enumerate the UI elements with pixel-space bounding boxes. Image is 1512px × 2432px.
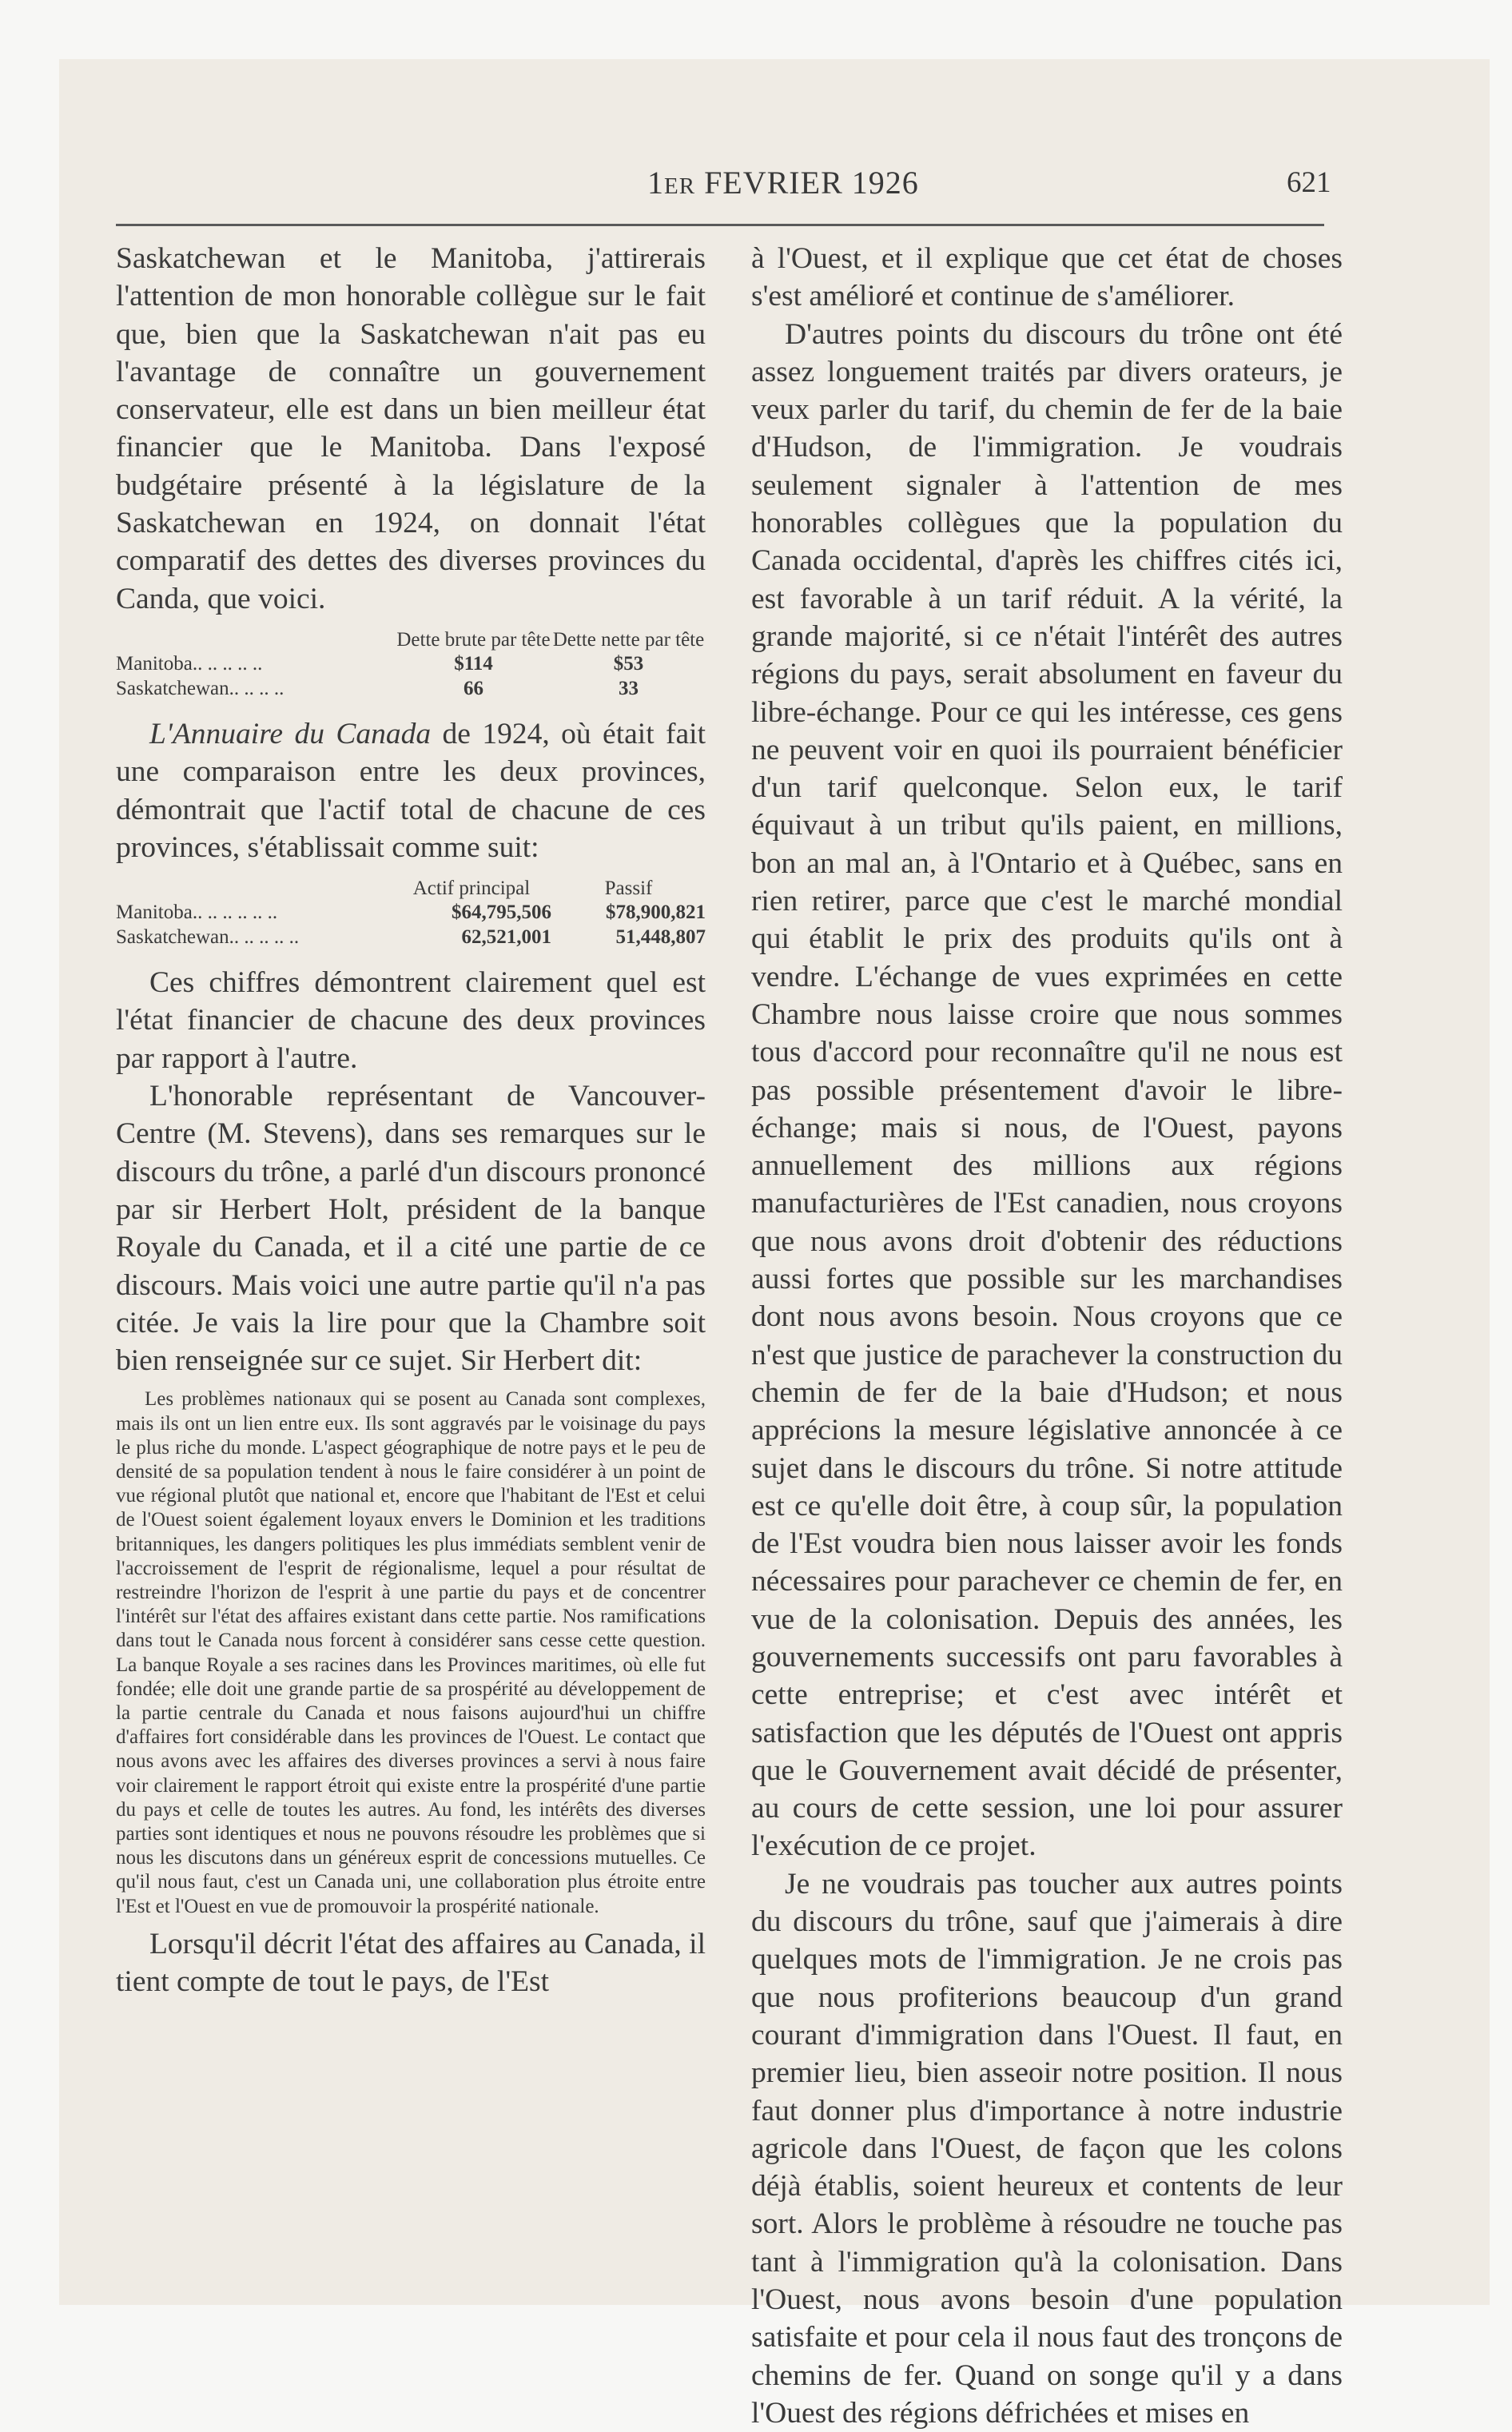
table-cell-province: Saskatchewan.. .. .. ..: [116, 677, 284, 699]
left-paragraph-1: Saskatchewan et le Manitoba, j'attirerais l'attention de mon honorable collègue sur le fait que, bien que la Saskatchewan n'ait pas eu l'avantage de connaître un gouvernement conservateur, elle est dans un bien meilleur état financier que le Manitoba. Dans l'exposé budgétaire présenté à la législature de la Saskatchewan en 1924, on donnait l'état comparatif des dettes des diverses provinces du Canda, que voici.: [116, 242, 706, 615]
table-header-row: [116, 629, 706, 651]
header-rule: [116, 224, 1324, 226]
date-day-suffix: ER: [664, 173, 696, 199]
left-paragraph-2: [116, 715, 706, 866]
page-header-date: [647, 164, 983, 201]
table-header-cell: [116, 629, 396, 651]
left-paragraph-5: Lorsqu'il décrit l'état des affaires au Canada, il tient compte de tout le pays, de l'Est: [116, 1927, 706, 1999]
table-cell-value: $78,900,821: [606, 902, 706, 924]
left-paragraph-3: Ces chiffres démontrent clairement quel est l'état financier de chacune des deux provinces par rapport à l'autre.: [116, 966, 706, 1075]
table-header-cell: Dette brute par tête: [396, 628, 551, 651]
table-cell-value: $114: [454, 652, 493, 675]
right-paragraph-3: Je ne voudrais pas toucher aux autres points du discours du trône, sauf que j'aimerais à dire quelques mots de l'immigration. Je ne crois pas que nous profiterions beaucoup d'un grand courant d'immigration dans l'Ouest. Il faut, en premier lieu, bien asseoir notre position. Il nous faut donner plus d'importance à notre industrie agricole dans l'Ouest, de façon que les colons déjà établis, soient heureux et contents de leur sort. Alors le problème à résoudre ne touche pas tant à l'immigration qu'à la colonisation. Dans l'Ouest, nous avons besoin d'une population satisfaite et pour cela il nous faut des tronçons de chemins de fer. Quand on songe qu'il y a dans l'Ouest des régions défrichées et mises en: [751, 1867, 1343, 2430]
table-header-cell: Passif: [604, 878, 653, 900]
table-cell-province: Manitoba.. .. .. .. ..: [116, 652, 263, 675]
table-row: [116, 925, 706, 949]
table-cell-value: $64,795,506: [452, 902, 551, 924]
table-row: [116, 900, 706, 925]
table-cell-province: Saskatchewan.. .. .. .. ..: [116, 926, 300, 949]
quoted-speech: Les problèmes nationaux qui se posent au Canada sont complexes, mais ils ont un lien entre eux. Ils sont aggravés par le voisinage du pays le plus riche du monde. L'aspect géographique de notre pays et le peu de densité de sa population tendent à nous le faire considérer à un point de vue régional plutôt que national et, encore que l'habitant de l'Est et celui de l'Ouest soient également loyaux envers le Dominion et les traditions britanniques, les dangers politiques les plus immédiats semblent venir de l'accroissement de l'esprit de régionalisme, lequel a pour résultat de restreindre l'horizon de l'esprit à une partie du pays et de concentrer l'intérêt sur l'état des affaires existant dans cette partie. Nos ramifications dans tout le Canada nous forcent à considérer sans cesse cette question. La banque Royale a ses racines dans les Provinces maritimes, où elle fut fondée; elle doit une grande partie de sa prospérité au développement de la partie centrale du Canada et nous faisons aujourd'hui un chiffre d'affaires fort considérable dans les provinces de l'Ouest. Le contact que nous avons avec les affaires des diverses provinces a servi à nous faire voir clairement le rapport étroit qui existe entre la prospérité d'une partie du pays et celle de toutes les autres. Au fond, les intérêts des diverses parties sont identiques et nous ne pouvons résoudre les problèmes que si nous les discutons dans un généreux esprit de concessions mutuelles. Ce qu'il nous faut, c'est un Canada uni, une collaboration plus étroite entre l'Est et l'Ouest en vue de promouvoir la prospérité nationale.: [116, 1388, 706, 1917]
date-day: 1: [647, 165, 664, 201]
left-paragraph-2-text: de 1924, où était fait une comparaison entre les deux provinces, démontrait que l'actif total de chacune de ces provinces, s'établissait comme suit:: [116, 717, 706, 864]
table-cell-value: 51,448,807: [615, 926, 706, 949]
table-cell-value: 33: [619, 677, 639, 699]
table-cell-value: 62,521,001: [461, 926, 551, 949]
publication-title: L'Annuaire du Canada: [149, 717, 432, 750]
table-cell-province: Manitoba.. .. .. .. .. ..: [116, 902, 278, 924]
right-paragraph-1: à l'Ouest, et il explique que cet état de choses s'est amélioré et continue de s'améliorer.: [751, 242, 1343, 313]
page-number: 621: [1287, 166, 1331, 199]
left-paragraph-4: L'honorable représentant de Vancouver-Centre (M. Stevens), dans ses remarques sur le discours du trône, a parlé d'un discours prononcé par sir Herbert Holt, président de la banque Royale du Canada, et il a cité une partie de ce discours. Mais voici une autre partie qu'il n'a pas citée. Je vais la lire pour que la Chambre soit bien renseignée sur ce sujet. Sir Herbert dit:: [116, 1080, 706, 1378]
table-cell-value: 66: [464, 677, 483, 699]
table-header-cell: Actif principal: [412, 878, 531, 900]
assets-liabilities-table: [116, 878, 706, 949]
right-column: [751, 240, 1343, 2432]
right-paragraph-2: D'autres points du discours du trône ont été assez longuement traités par divers orateurs, je veux parler du tarif, du chemin de fer de la baie d'Hudson, de l'immigration. Je voudrais seulement signaler à l'attention de mes honorables collègues que la population du Canada occidental, d'après les chiffres cités ici, est favorable à un tarif réduit. A la vérité, la grande majorité, si ce n'était l'intérêt des autres régions du pays, serait absolument en faveur du libre-échange. Pour ce qui les intéresse, ces gens ne peuvent voir en quoi ils pourraient bénéficier d'un tarif quelconque. Selon eux, le tarif équivaut à un tribut qu'ils paient, en millions, bon an mal an, à l'Ontario et à Québec, sans en rien retirer, parce que c'est le marché mondial qui établit le prix des produits qu'ils ont à vendre. L'échange de vues exprimées en cette Chambre nous laisse croire que nous sommes tous d'accord pour reconnaître qu'il ne nous est pas possible présentement d'avoir le libre-échange; mais si nous, de l'Ouest, payons annuellement des millions aux régions manufacturières de l'Est canadien, nous croyons que nous avons droit d'obtenir des réductions aussi fortes que possible sur les marchandises dont nous avons besoin. Nous croyons que ce n'est que justice de parachever la construction du chemin de fer de la baie d'Hudson; et nous apprécions la mesure législative annoncée à ce sujet dans le discours du trône. Si notre attitude est ce qu'elle doit être, à coup sûr, la population de l'Est voudra bien nous laisser avoir les fonds nécessaires pour parachever ce chemin de fer, en vue de la colonisation. Depuis des années, les gouvernements successifs ont paru favorables à cette entreprise; et c'est avec intérêt et satisfaction que les députés de l'Ouest ont appris que le Gouvernement avait décidé de présenter, au cours de cette session, une loi pour assurer l'exécution de ce projet.: [751, 317, 1343, 1863]
table-cell-value: $53: [613, 652, 644, 675]
left-column: [116, 240, 706, 2000]
table-row: [116, 676, 706, 701]
table-row: [116, 651, 706, 676]
table-header-cell: Dette nette par tête: [552, 628, 705, 651]
table-header-row: [116, 878, 706, 900]
debt-per-capita-table: [116, 629, 706, 701]
table-header-cell: [116, 878, 392, 900]
date-month-year: FEVRIER 1926: [695, 165, 919, 201]
